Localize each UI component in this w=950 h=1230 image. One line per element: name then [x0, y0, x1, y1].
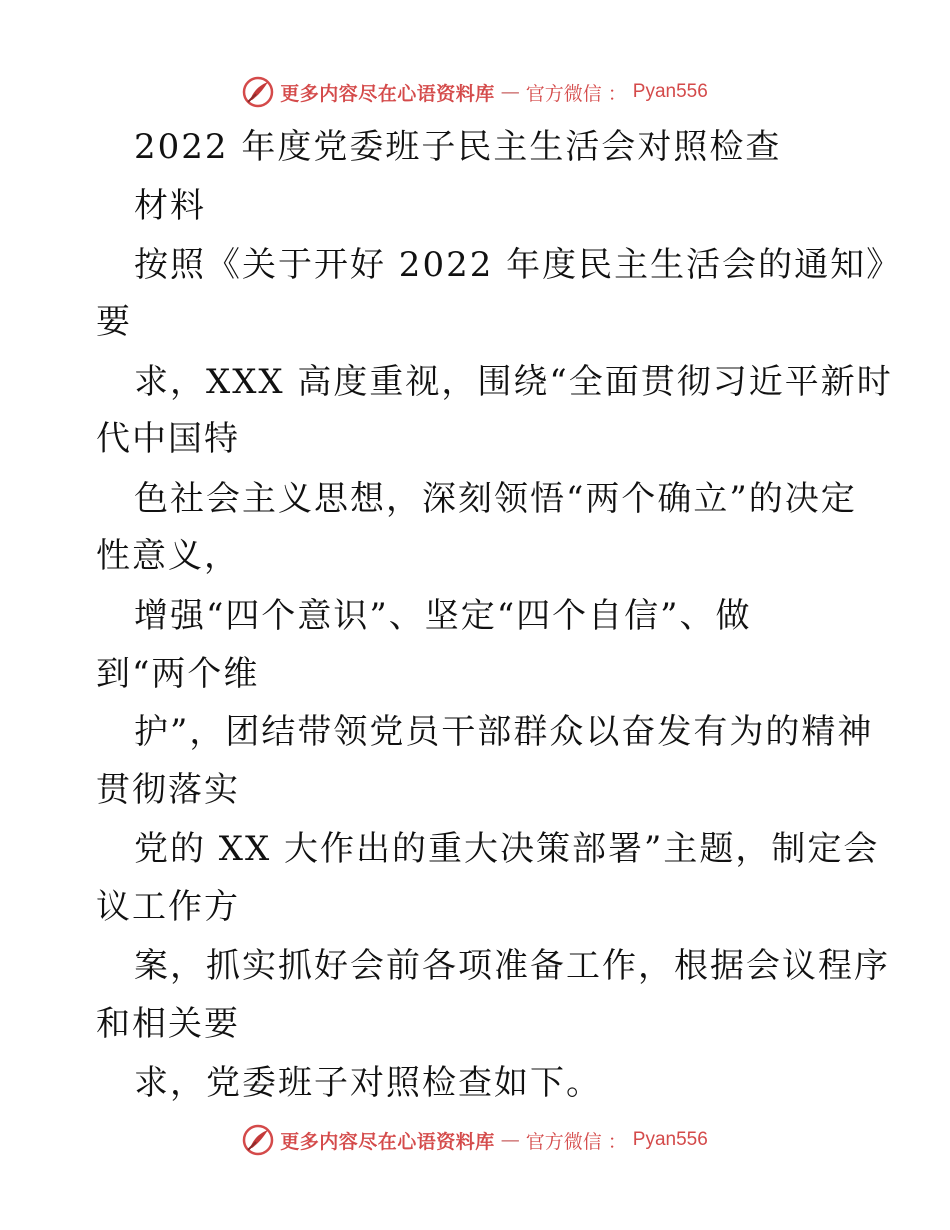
watermark-official-label: 官方微信	[525, 82, 602, 105]
doc-text-line: 代中国特	[96, 419, 240, 459]
doc-text-line: 性意义，	[96, 536, 240, 576]
doc-text-line: 求，XXX 高度重视，围绕“全面贯彻习近平新时	[134, 362, 893, 402]
doc-text-line: 贯彻落实	[96, 770, 240, 810]
red-feather-logo-icon	[242, 76, 274, 108]
doc-text-line: 议工作方	[96, 887, 240, 927]
header-watermark	[0, 72, 950, 112]
doc-text-line: 护”，团结带领党员干部群众以奋发有为的精神	[134, 712, 874, 752]
doc-text-line: 党的 XX 大作出的重大决策部署”主题，制定会	[134, 829, 880, 869]
doc-text-line: 求，党委班子对照检查如下。	[134, 1063, 602, 1103]
watermark-wechat-id: Pyan556	[632, 81, 708, 102]
doc-text-line: 案，抓实抓好会前各项准备工作，根据会议程序	[134, 946, 890, 986]
watermark-wechat-id: Pyan556	[632, 1129, 708, 1150]
watermark-brand-text: 更多内容尽在心语资料库	[280, 1130, 495, 1153]
doc-title-line-2: 材料	[134, 186, 206, 226]
doc-text-line: 要	[96, 302, 132, 342]
watermark-brand-text: 更多内容尽在心语资料库	[280, 82, 495, 105]
watermark-official-label: 官方微信	[525, 1130, 602, 1153]
footer-watermark	[0, 1120, 950, 1160]
doc-text-line: 按照《关于开好 2022 年度民主生活会的通知》	[134, 245, 903, 285]
watermark-dash: —	[500, 81, 520, 103]
doc-title-line-1: 2022 年度党委班子民主生活会对照检查	[134, 127, 782, 167]
doc-text-line: 到“两个维	[96, 654, 260, 694]
watermark-colon: ：	[607, 82, 627, 105]
doc-text-line: 增强“四个意识”、坚定“四个自信”、做	[134, 596, 752, 636]
doc-text-line: 色社会主义思想，深刻领悟“两个确立”的决定	[134, 479, 857, 519]
doc-text-line: 和相关要	[96, 1004, 240, 1044]
watermark-colon: ：	[607, 1130, 627, 1153]
watermark-dash: —	[500, 1129, 520, 1151]
red-feather-logo-icon	[242, 1124, 274, 1156]
